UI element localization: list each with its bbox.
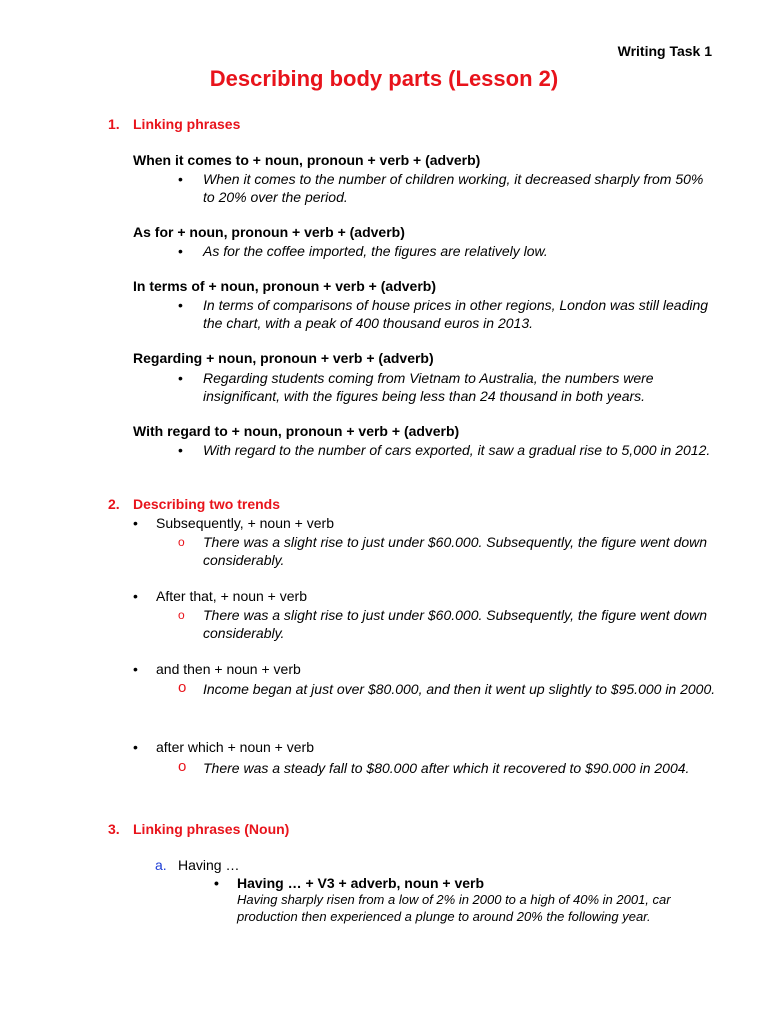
page-title: Describing body parts (Lesson 2) (209, 66, 559, 91)
bullet: • (178, 370, 183, 386)
example-text: When it comes to the number of children working, it decreased sharply from 50% to 20% over the period. (203, 171, 704, 205)
sub-label: Having … (178, 857, 240, 873)
example-item (178, 606, 718, 642)
sub-bullet: o (178, 608, 185, 622)
section-number: 2. (108, 496, 120, 512)
trend-pattern (133, 588, 307, 604)
pattern-text: After that, + noun + verb (156, 588, 307, 604)
example-item (178, 759, 718, 777)
example-item (178, 680, 718, 698)
example-text: Having sharply risen from a low of 2% in 2000 to a high of 40% in 2001, car production then experienced a plunge to around 20% the following year. (237, 892, 671, 924)
example-text: There was a slight rise to just under $60.000. Subsequently, the figure went down considerably. (203, 607, 708, 641)
section-title: Linking phrases (133, 116, 241, 132)
pattern-text: after which + noun + verb (156, 739, 314, 755)
example-item (178, 369, 718, 405)
example-item (178, 296, 718, 332)
bullet: • (133, 588, 138, 604)
pattern-text: Having … + V3 + adverb, noun + verb (237, 875, 485, 891)
pattern-text: and then + noun + verb (156, 661, 301, 677)
bullet: • (178, 297, 183, 313)
example-text: In terms of comparisons of house prices in other regions, London was still leading the chart, with a peak of 400 thousand euros in 2013. (203, 297, 709, 331)
section-title: Describing two trends (133, 496, 281, 512)
header-label: Writing Task 1 (617, 43, 712, 59)
bullet: • (214, 875, 219, 891)
phrase-pattern: When it comes to + noun, pronoun + verb + (adverb) (133, 152, 481, 168)
bullet: • (133, 515, 138, 531)
phrase-pattern: Regarding + noun, pronoun + verb + (adverb) (133, 350, 434, 366)
example-text: There was a slight rise to just under $60.000. Subsequently, the figure went down considerably. (203, 534, 708, 568)
sub-letter: a. (155, 857, 167, 873)
trend-pattern (133, 515, 334, 531)
bullet: • (178, 442, 183, 458)
phrase-pattern: As for + noun, pronoun + verb + (adverb) (133, 224, 405, 240)
section-number: 3. (108, 821, 120, 837)
sub-heading (155, 857, 239, 873)
example-text: With regard to the number of cars exported, it saw a gradual rise to 5,000 in 2012. (203, 442, 711, 458)
sub-bullet: o (178, 758, 187, 775)
example-text: Regarding students coming from Vietnam to Australia, the numbers were insignificant, with the figures being less than 24 thousand in both years. (203, 370, 654, 404)
example-text: As for the coffee imported, the figures are relatively low. (203, 243, 548, 259)
example-text: Income began at just over $80.000, and then it went up slightly to $95.000 in 2000. (203, 681, 716, 697)
example-item (178, 242, 718, 260)
section-1-heading (108, 116, 240, 132)
phrase-pattern (214, 875, 484, 891)
example-text: There was a steady fall to $80.000 after which it recovered to $90.000 in 2004. (203, 760, 690, 776)
section-2-heading (108, 496, 280, 512)
example-item (178, 170, 718, 206)
sub-bullet: o (178, 535, 185, 549)
section-title: Linking phrases (Noun) (133, 821, 290, 837)
sub-bullet: o (178, 679, 187, 696)
bullet: • (133, 661, 138, 677)
example-item (178, 441, 718, 459)
phrase-pattern: With regard to + noun, pronoun + verb + (adverb) (133, 423, 460, 439)
bullet: • (178, 171, 183, 187)
section-3-heading (108, 821, 289, 837)
bullet: • (133, 739, 138, 755)
bullet: • (178, 243, 183, 259)
trend-pattern (133, 661, 301, 677)
phrase-pattern: In terms of + noun, pronoun + verb + (adverb) (133, 278, 436, 294)
pattern-text: Subsequently, + noun + verb (156, 515, 334, 531)
trend-pattern (133, 739, 314, 755)
section-number: 1. (108, 116, 120, 132)
example-item (178, 533, 718, 569)
